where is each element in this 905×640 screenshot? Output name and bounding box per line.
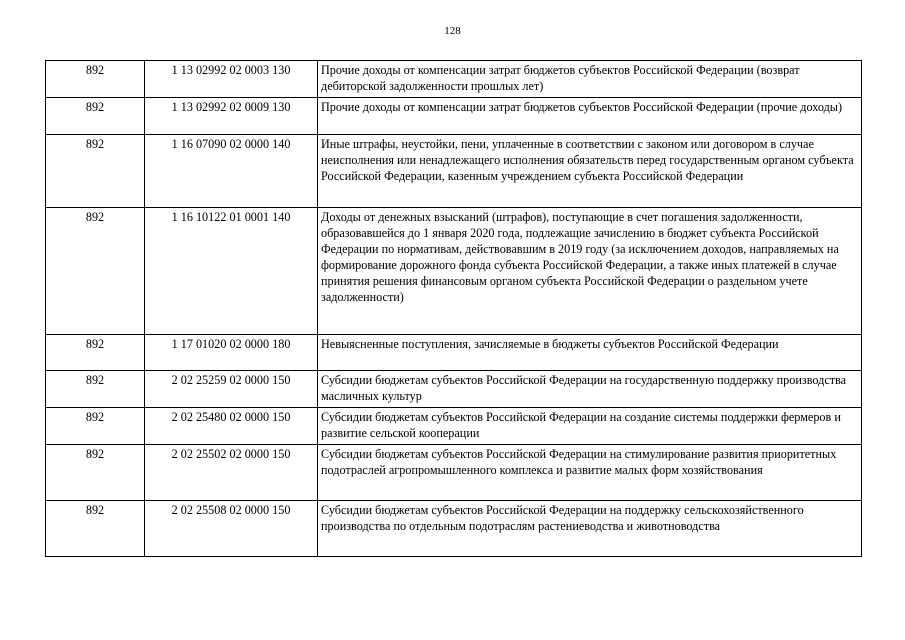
admin-code-cell: 892: [46, 98, 145, 135]
budget-code-cell: 1 13 02992 02 0003 130: [145, 61, 318, 98]
admin-code-cell: 892: [46, 208, 145, 335]
description-cell: Доходы от денежных взысканий (штрафов), поступающие в счет погашения задолженности, образовавшейся до 1 января 2020 года, подлежащие зачислению в бюджет субъекта Российской Федерации по нормативам, действовавшим в 2019 году (за исключением доходов, направляемых на формирование дорожного фонда субъекта Российской Федерации, а также иных платежей в случае принятия решения финансовым органом субъекта Российской Федерации о раздельном учете задолженности): [318, 208, 862, 335]
description-cell: Иные штрафы, неустойки, пени, уплаченные в соответствии с законом или договором в случае неисполнения или ненадлежащего исполнения обязательств перед государственным органом субъекта Российской Федерации, казенным учреждением субъекта Российской Федерации: [318, 135, 862, 208]
budget-code-cell: 2 02 25508 02 0000 150: [145, 501, 318, 557]
description-cell: Субсидии бюджетам субъектов Российской Федерации на стимулирование развития приоритетных подотраслей агропромышленного комплекса и развитие малых форм хозяйствования: [318, 445, 862, 501]
admin-code-cell: 892: [46, 408, 145, 445]
table-row: [46, 98, 862, 135]
table-row: [46, 408, 862, 445]
table-row: [46, 135, 862, 208]
admin-code-cell: 892: [46, 371, 145, 408]
description-cell: Прочие доходы от компенсации затрат бюджетов субъектов Российской Федерации (возврат дебиторской задолженности прошлых лет): [318, 61, 862, 98]
table-row: [46, 335, 862, 371]
budget-code-cell: 2 02 25480 02 0000 150: [145, 408, 318, 445]
table-row: [46, 371, 862, 408]
budget-code-cell: 1 16 07090 02 0000 140: [145, 135, 318, 208]
page-number: 128: [444, 25, 461, 37]
table-row: [46, 501, 862, 557]
admin-code-cell: 892: [46, 445, 145, 501]
table-row: [46, 208, 862, 335]
budget-code-cell: 2 02 25259 02 0000 150: [145, 371, 318, 408]
admin-code-cell: 892: [46, 501, 145, 557]
admin-code-cell: 892: [46, 335, 145, 371]
description-cell: Прочие доходы от компенсации затрат бюджетов субъектов Российской Федерации (прочие доходы): [318, 98, 862, 135]
budget-code-cell: 2 02 25502 02 0000 150: [145, 445, 318, 501]
revenue-codes-table: [45, 60, 862, 557]
admin-code-cell: 892: [46, 61, 145, 98]
table-row: [46, 445, 862, 501]
description-cell: Невыясненные поступления, зачисляемые в бюджеты субъектов Российской Федерации: [318, 335, 862, 371]
table-row: [46, 61, 862, 98]
budget-code-cell: 1 13 02992 02 0009 130: [145, 98, 318, 135]
budget-code-cell: 1 16 10122 01 0001 140: [145, 208, 318, 335]
description-cell: Субсидии бюджетам субъектов Российской Федерации на государственную поддержку производства масличных культур: [318, 371, 862, 408]
description-cell: Субсидии бюджетам субъектов Российской Федерации на поддержку сельскохозяйственного производства по отдельным подотраслям растениеводства и животноводства: [318, 501, 862, 557]
description-cell: Субсидии бюджетам субъектов Российской Федерации на создание системы поддержки фермеров и развитие сельской кооперации: [318, 408, 862, 445]
admin-code-cell: 892: [46, 135, 145, 208]
budget-code-cell: 1 17 01020 02 0000 180: [145, 335, 318, 371]
